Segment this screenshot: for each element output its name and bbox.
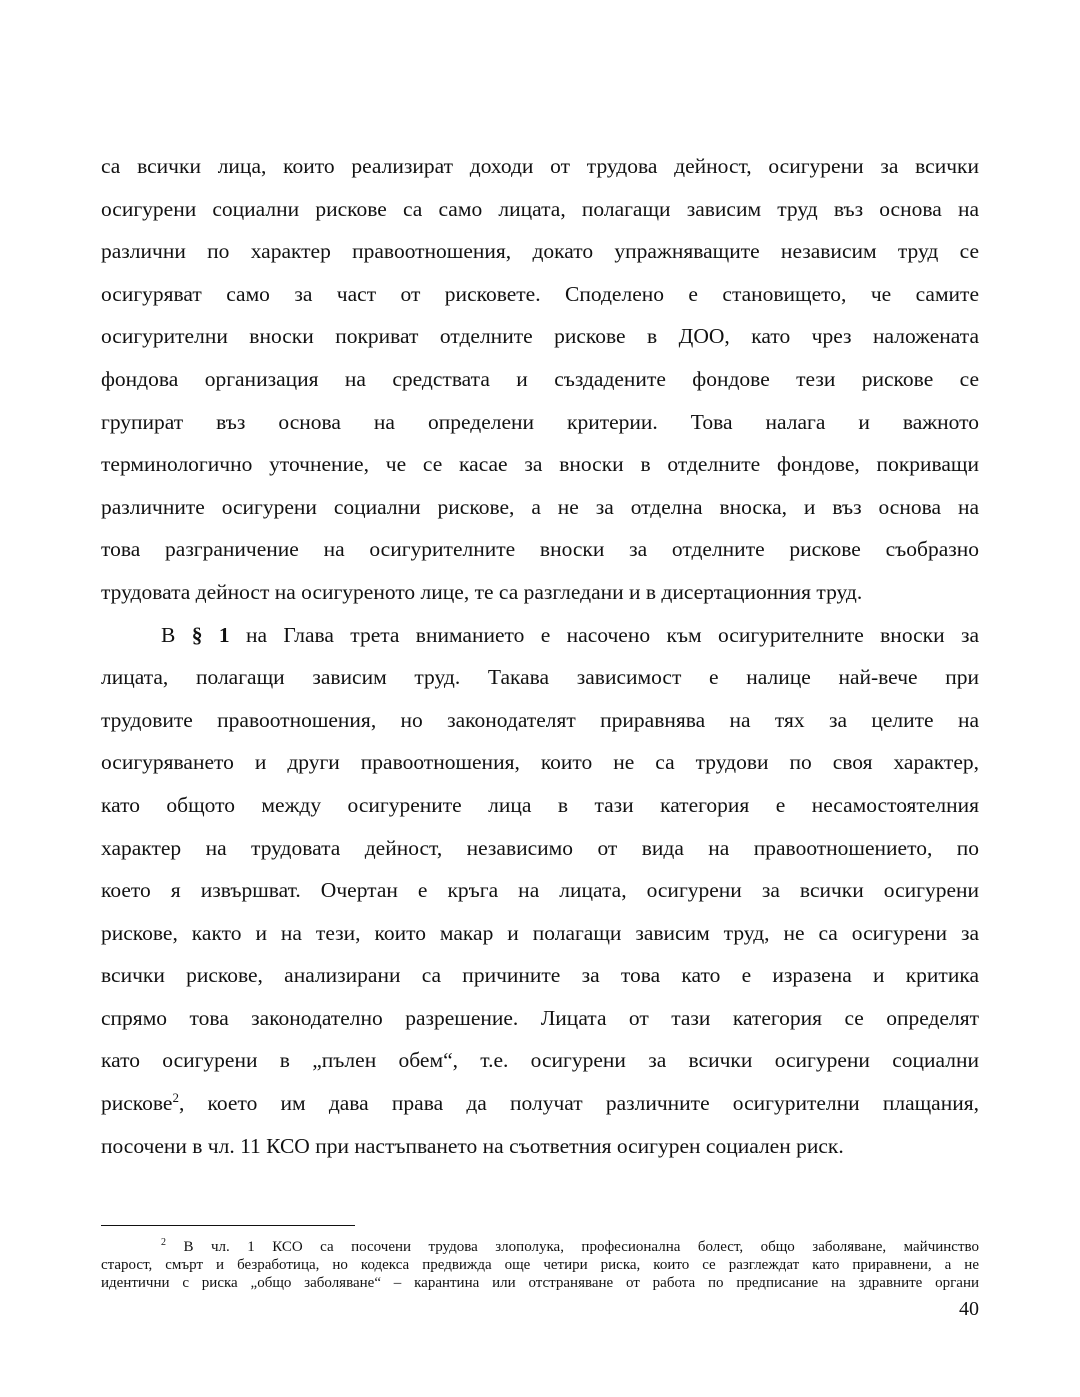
text-line: фондова организация на средствата и създадените фондове тези рискове се	[101, 366, 979, 391]
text-line: това разграничение на осигурителните вноски за отделните рискове съобразно	[101, 537, 979, 562]
footnote-line	[101, 1238, 979, 1256]
footnote-separator	[101, 1225, 355, 1226]
text-line: спрямо това законодателно разрешение. Лицата от тази категория се определят	[101, 1005, 979, 1030]
footnote	[101, 1238, 979, 1292]
text-line: което я извършват. Очертан е кръга на лицата, осигурени за всички осигурени	[101, 878, 979, 903]
text-line: трудовата дейност на осигуреното лице, те са разгледани и в дисертационния труд.	[101, 579, 863, 604]
text-line: рискове, както и на тези, които макар и полагащи зависим труд, не са осигурени за	[101, 920, 979, 945]
text-fragment: В	[161, 622, 192, 647]
footnote-marker: 2	[161, 1237, 166, 1248]
text-line: осигурителни вноски покриват отделните рискове в ДОО, като чрез наложената	[101, 324, 979, 349]
main-text	[101, 145, 979, 1167]
text-line: всички рискове, анализирани са причините за това като е изразена и критика	[101, 963, 979, 988]
text-line	[101, 614, 979, 657]
footnote-line: старост, смърт и безработица, но кодекса предвижда още четири риска, които се разглеждат като приравнени, а не	[101, 1257, 979, 1273]
text-line: посочени в чл. 11 КСО при настъпването на съответния осигурен социален риск.	[101, 1133, 844, 1158]
text-line: са всички лица, които реализират доходи от трудова дейност, осигурени за всички	[101, 154, 979, 178]
text-line: различните осигурени социални рискове, а не за отделна вноска, и въз основа на	[101, 494, 979, 519]
footnote-text: В чл. 1 КСО са посочени трудова злополука, професионална болест, общо заболяване, майчинство	[166, 1239, 979, 1255]
paragraph-1	[101, 145, 979, 614]
text-line: осигуряват само за част от рисковете. Споделено е становището, че самите	[101, 281, 979, 306]
footnote-line: идентични с риска „общо заболяване“ – карантина или отстраняване от работа по предписание на здравните органи	[101, 1275, 979, 1291]
section-reference: § 1	[191, 622, 230, 647]
text-line: като осигурени в „пълен обем“, т.е. осигурени за всички осигурени социални	[101, 1048, 979, 1073]
text-line: трудовите правоотношения, но законодателят приравнява на тях за целите на	[101, 707, 979, 732]
text-line: лицата, полагащи зависим труд. Такава зависимост е налице най-вече при	[101, 665, 979, 690]
text-line: различни по характер правоотношения, докато упражняващите независим труд се	[101, 239, 979, 264]
text-line: характер на трудовата дейност, независимо от вида на правоотношението, по	[101, 835, 979, 860]
text-line	[101, 1082, 979, 1125]
footnote-reference[interactable]: 2	[172, 1089, 179, 1105]
text-line: осигуряването и други правоотношения, които не са трудови по своя характер,	[101, 750, 979, 775]
text-fragment: рискове	[101, 1091, 173, 1116]
text-line: осигурени социални рискове са само лицата, полагащи зависим труд въз основа на	[101, 196, 979, 221]
page-number: 40	[959, 1298, 979, 1320]
text-line: като общото между осигурените лица в тази категория е несамостоятелния	[101, 792, 979, 817]
text-line: терминологично уточнение, че се касае за вноски в отделните фондове, покриващи	[101, 452, 979, 477]
text-fragment: , което им дава права да получат различните осигурителни плащания,	[178, 1091, 979, 1116]
text-line: групират въз основа на определени критерии. Това налага и важното	[101, 409, 979, 434]
text-fragment: на Глава трета вниманието е насочено към осигурителните вноски за	[229, 622, 980, 647]
paragraph-2	[101, 614, 979, 1168]
